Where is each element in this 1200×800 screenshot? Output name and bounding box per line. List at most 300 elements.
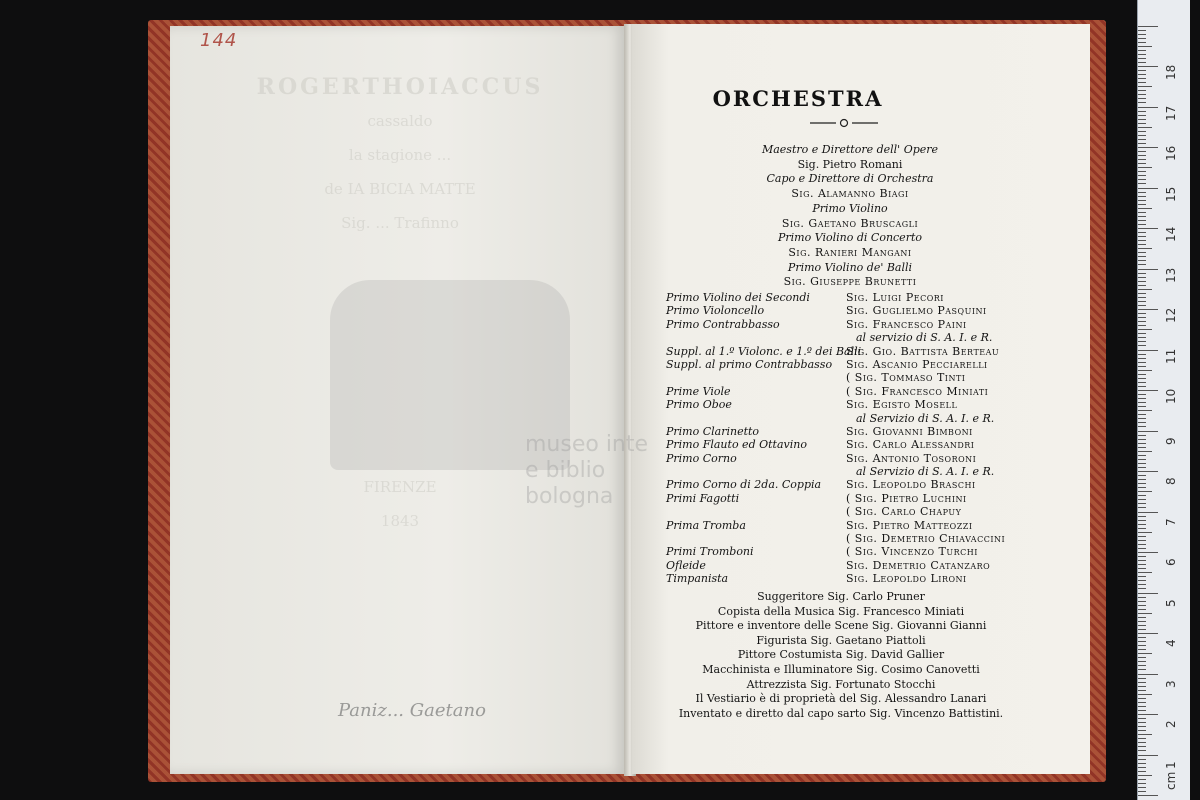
- ruler-tick: [1138, 759, 1146, 760]
- ruler-tick: [1138, 163, 1146, 164]
- roster-row: [666, 438, 1036, 451]
- ruler-tick: [1138, 394, 1146, 395]
- ruler-tick: [1138, 524, 1146, 525]
- roster-row: [666, 505, 1036, 518]
- roster-name: Sig. Guglielmo Pasquini: [846, 304, 987, 318]
- ruler-tick: [1138, 321, 1146, 322]
- ruler-tick: [1138, 350, 1158, 351]
- ruler-tick: [1138, 309, 1158, 310]
- ruler-tick: [1138, 512, 1158, 513]
- ruler-tick: [1138, 540, 1146, 541]
- roster-name: Sig. Francesco Paini: [846, 317, 967, 331]
- ruler-tick: [1138, 167, 1152, 168]
- watermark-line: e biblio: [525, 458, 606, 483]
- ruler-tick: [1138, 119, 1146, 120]
- pencil-inventory-mark: 144: [200, 30, 238, 51]
- ruler-tick: [1138, 232, 1146, 233]
- roster-role: Prima Tromba: [666, 518, 746, 532]
- ruler-tick: [1138, 665, 1146, 666]
- ruler-number: 14: [1164, 226, 1178, 242]
- ruler-tick: [1138, 42, 1146, 43]
- ghost-line: cassaldo: [367, 112, 433, 130]
- ruler-tick: [1138, 123, 1146, 124]
- roster-role: Primo Oboe: [666, 398, 732, 412]
- roster-role: Ofleide: [666, 558, 706, 572]
- title-ornament-icon: [810, 118, 878, 128]
- roster-name: Sig. Carlo Alessandri: [846, 438, 975, 452]
- ruler-tick: [1138, 572, 1152, 573]
- ruler-tick: [1138, 107, 1158, 108]
- ruler-tick: [1138, 90, 1146, 91]
- ruler-tick: [1138, 192, 1146, 193]
- ruler-tick: [1138, 459, 1146, 460]
- roster-name: Sig. Demetrio Catanzaro: [846, 558, 991, 572]
- ruler-tick: [1138, 378, 1146, 379]
- credit-line: Inventato e diretto dal capo sarto Sig. Vincenzo Battistini.: [678, 706, 1004, 720]
- ruler-tick: [1138, 260, 1146, 261]
- ruler-tick: [1138, 771, 1146, 772]
- credit-line: Attrezzista Sig. Fortunato Stocchi: [746, 677, 936, 691]
- roster-name: al Servizio di S. A. I. e R.: [856, 411, 995, 425]
- roster-name: ( Sig. Francesco Miniati: [846, 384, 989, 398]
- ruler-tick: [1138, 115, 1146, 116]
- ruler-number: 1: [1164, 760, 1178, 769]
- ruler-tick: [1138, 70, 1146, 71]
- ruler-tick: [1138, 285, 1146, 286]
- roster-name: Sig. Antonio Tosoroni: [846, 451, 977, 465]
- ruler-tick: [1138, 702, 1146, 703]
- ruler-tick: [1138, 633, 1158, 634]
- credit-line: Copista della Musica Sig. Francesco Miniati: [717, 604, 965, 618]
- ruler-tick: [1138, 435, 1146, 436]
- ruler-tick: [1138, 690, 1146, 691]
- ruler-tick: [1138, 576, 1146, 577]
- ruler-tick: [1138, 252, 1146, 253]
- ruler-unit-label: cm: [1164, 771, 1178, 790]
- ruler-tick: [1138, 528, 1146, 529]
- ruler-tick: [1138, 418, 1146, 419]
- ghost-title: ROGERTHOIACCUS: [256, 74, 544, 100]
- ruler-tick: [1138, 499, 1146, 500]
- ruler-tick: [1138, 422, 1146, 423]
- ruler-tick: [1138, 313, 1146, 314]
- ruler-tick: [1138, 694, 1152, 695]
- ghost-line: Sig. ... Trafinno: [341, 214, 459, 232]
- ruler-tick: [1138, 544, 1146, 545]
- ruler-tick: [1138, 503, 1146, 504]
- ruler-tick: [1138, 475, 1146, 476]
- ruler-tick: [1138, 410, 1152, 411]
- ruler-tick: [1138, 617, 1146, 618]
- roster-name: ( Sig. Carlo Chapuy: [846, 505, 962, 519]
- roster-name: Sig. Ascanio Pecciarelli: [846, 357, 988, 371]
- ruler-tick: [1138, 738, 1146, 739]
- ruler-tick: [1138, 467, 1146, 468]
- ruler-tick: [1138, 556, 1146, 557]
- ruler-tick: [1138, 750, 1146, 751]
- ruler-tick: [1138, 345, 1146, 346]
- ruler-tick: [1138, 370, 1152, 371]
- ruler-tick: [1138, 593, 1158, 594]
- ruler-number: 9: [1164, 436, 1178, 445]
- ruler-tick: [1138, 159, 1146, 160]
- ruler-tick: [1138, 726, 1146, 727]
- ruler-tick: [1138, 609, 1146, 610]
- roster-row: [666, 318, 1036, 331]
- performer-name: Sig. Pietro Romani: [797, 157, 903, 171]
- ruler-tick: [1138, 564, 1146, 565]
- roster-name: ( Sig. Pietro Luchini: [846, 491, 967, 505]
- ruler-number: 16: [1164, 145, 1178, 161]
- ruler-number: 17: [1164, 105, 1178, 121]
- roster-row: [666, 345, 1036, 358]
- ruler-tick: [1138, 281, 1146, 282]
- roster-row: [666, 385, 1036, 398]
- ruler-tick: [1138, 605, 1146, 606]
- ruler-tick: [1138, 98, 1146, 99]
- ruler-tick: [1138, 791, 1146, 792]
- ruler-tick: [1138, 431, 1158, 432]
- ruler-tick: [1138, 155, 1146, 156]
- ruler-tick: [1138, 649, 1146, 650]
- ruler-tick: [1138, 111, 1146, 112]
- ruler-tick: [1138, 78, 1146, 79]
- roster-row: [666, 532, 1036, 545]
- ruler-tick: [1138, 698, 1146, 699]
- ruler-tick: [1138, 734, 1152, 735]
- roster-row: [666, 478, 1036, 491]
- performer-name: Sig. Gaetano Bruscagli: [781, 216, 919, 230]
- roster-role: Primo Corno di 2da. Coppia: [666, 478, 822, 492]
- roster-name: al servizio di S. A. I. e R.: [856, 331, 993, 345]
- ruler-tick: [1138, 317, 1146, 318]
- roster-name: al Servizio di S. A. I. e R.: [856, 465, 995, 479]
- ruler-tick: [1138, 188, 1158, 189]
- ruler-tick: [1138, 398, 1146, 399]
- roster-row: [666, 371, 1036, 384]
- ruler-tick: [1138, 495, 1146, 496]
- roster-name: Sig. Leopoldo Lironi: [846, 572, 967, 586]
- ruler-tick: [1138, 240, 1146, 241]
- ruler-number: 15: [1164, 186, 1178, 202]
- performer-name: Sig. Alamanno Biagi: [791, 187, 909, 201]
- ruler-tick: [1138, 297, 1146, 298]
- ruler-tick: [1138, 30, 1146, 31]
- ruler-number: 8: [1164, 477, 1178, 485]
- ruler-tick: [1138, 374, 1146, 375]
- ruler-tick: [1138, 390, 1158, 391]
- ruler-tick: [1138, 455, 1146, 456]
- ruler-tick: [1138, 127, 1152, 128]
- orchestra-roster: [666, 291, 1036, 586]
- ruler-tick: [1138, 366, 1146, 367]
- role-heading: Capo e Direttore di Orchestra: [766, 172, 934, 186]
- ruler-tick: [1138, 386, 1146, 387]
- ruler-tick: [1138, 560, 1146, 561]
- ruler-tick: [1138, 657, 1146, 658]
- ruler-tick: [1138, 710, 1146, 711]
- ruler-tick: [1138, 536, 1146, 537]
- ruler-tick: [1138, 212, 1146, 213]
- ruler-tick: [1138, 661, 1146, 662]
- credit-line: Il Vestiario è di proprietà del Sig. Alessandro Lanari: [695, 692, 987, 706]
- roster-name: ( Sig. Tommaso Tinti: [846, 371, 966, 385]
- ruler-tick: [1138, 597, 1146, 598]
- roster-row: [666, 452, 1036, 465]
- measuring-ruler: [1137, 0, 1190, 800]
- ruler-tick: [1138, 487, 1146, 488]
- roster-role: Primi Fagotti: [666, 491, 740, 505]
- principal-roles: [700, 143, 1000, 290]
- ruler-tick: [1138, 151, 1146, 152]
- ruler-tick: [1138, 641, 1146, 642]
- credit-line: Pittore Costumista Sig. David Gallier: [737, 648, 945, 662]
- ruler-tick: [1138, 216, 1146, 217]
- ruler-tick: [1138, 516, 1146, 517]
- ruler-tick: [1138, 102, 1146, 103]
- ruler-tick: [1138, 244, 1146, 245]
- ruler-tick: [1138, 204, 1146, 205]
- roster-row: [666, 425, 1036, 438]
- ruler-number: 10: [1164, 388, 1178, 404]
- ruler-tick: [1138, 443, 1146, 444]
- ruler-tick: [1138, 139, 1146, 140]
- ruler-tick: [1138, 293, 1146, 294]
- ruler-tick: [1138, 426, 1146, 427]
- roster-role: Prime Viole: [666, 384, 731, 398]
- ruler-tick: [1138, 613, 1152, 614]
- ruler-tick: [1138, 277, 1146, 278]
- ruler-tick: [1138, 763, 1146, 764]
- ruler-tick: [1138, 135, 1146, 136]
- role-heading: Primo Violino: [812, 201, 888, 215]
- ruler-tick: [1138, 54, 1146, 55]
- ruler-number: 11: [1164, 348, 1178, 364]
- roster-role: Suppl. al primo Contrabbasso: [666, 357, 833, 371]
- production-credits: [660, 590, 1022, 721]
- ruler-number: 6: [1164, 558, 1178, 566]
- ruler-tick: [1138, 220, 1146, 221]
- ruler-tick: [1138, 74, 1146, 75]
- ruler-tick: [1138, 58, 1146, 59]
- ruler-tick: [1138, 678, 1146, 679]
- role-heading: Primo Violino de' Balli: [787, 260, 913, 274]
- ruler-tick: [1138, 143, 1146, 144]
- ruler-tick: [1138, 179, 1146, 180]
- ruler-tick: [1138, 248, 1152, 249]
- ruler-tick: [1138, 208, 1152, 209]
- ruler-tick: [1138, 333, 1146, 334]
- ruler-tick: [1138, 532, 1152, 533]
- ruler-tick: [1138, 402, 1146, 403]
- roster-row: [666, 358, 1036, 371]
- ruler-tick: [1138, 779, 1146, 780]
- ruler-tick: [1138, 479, 1146, 480]
- roster-row: [666, 519, 1036, 532]
- ruler-tick: [1138, 568, 1146, 569]
- ruler-tick: [1138, 62, 1146, 63]
- ruler-tick: [1138, 196, 1146, 197]
- ruler-tick: [1138, 682, 1146, 683]
- ruler-tick: [1138, 483, 1146, 484]
- ruler-tick: [1138, 580, 1146, 581]
- ruler-tick: [1138, 341, 1146, 342]
- roster-row: [666, 304, 1036, 317]
- roster-row: [666, 331, 1036, 344]
- ruler-tick: [1138, 305, 1146, 306]
- ruler-tick: [1138, 706, 1146, 707]
- ruler-tick: [1138, 256, 1146, 257]
- ruler-tick: [1138, 50, 1146, 51]
- ghost-line: de IA BICIA MATTE: [324, 180, 476, 198]
- ruler-tick: [1138, 147, 1158, 148]
- ruler-tick: [1138, 447, 1146, 448]
- roster-role: Primi Tromboni: [666, 545, 754, 559]
- roster-row: [666, 398, 1036, 411]
- ruler-number: 4: [1164, 639, 1178, 647]
- ruler-tick: [1138, 269, 1158, 270]
- roster-role: Primo Violino dei Secondi: [666, 291, 810, 304]
- ruler-tick: [1138, 548, 1146, 549]
- roster-role: Primo Flauto ed Ottavino: [666, 438, 807, 452]
- performer-name: Sig. Giuseppe Brunetti: [783, 275, 917, 289]
- roster-name: ( Sig. Vincenzo Turchi: [846, 545, 978, 559]
- ruler-tick: [1138, 358, 1146, 359]
- ruler-tick: [1138, 686, 1146, 687]
- roster-role: Primo Corno: [666, 451, 737, 465]
- ruler-tick: [1138, 653, 1152, 654]
- ruler-tick: [1138, 714, 1158, 715]
- ruler-tick: [1138, 588, 1146, 589]
- ruler-tick: [1138, 406, 1146, 407]
- ruler-number: 7: [1164, 517, 1178, 526]
- ruler-tick: [1138, 742, 1146, 743]
- ruler-number: 13: [1164, 267, 1178, 283]
- ruler-tick: [1138, 669, 1146, 670]
- ruler-tick: [1138, 131, 1146, 132]
- ruler-tick: [1138, 795, 1158, 796]
- ruler-tick: [1138, 584, 1146, 585]
- ruler-tick: [1138, 674, 1158, 675]
- ghost-bottom: FIRENZE: [363, 478, 437, 496]
- role-heading: Maestro e Direttore dell' Opere: [761, 143, 939, 156]
- credit-line: Suggeritore Sig. Carlo Pruner: [757, 590, 925, 603]
- roster-role: Timpanista: [666, 572, 729, 586]
- ruler-tick: [1138, 783, 1146, 784]
- roster-name: Sig. Luigi Pecori: [846, 291, 944, 304]
- ruler-tick: [1138, 414, 1146, 415]
- ruler-tick: [1138, 520, 1146, 521]
- credit-line: Macchinista e Illuminatore Sig. Cosimo Canovetti: [702, 662, 980, 676]
- role-heading: Primo Violino di Concerto: [777, 231, 922, 245]
- ruler-tick: [1138, 621, 1146, 622]
- ruler-tick: [1138, 34, 1146, 35]
- ruler-tick: [1138, 337, 1146, 338]
- watermark-line: bologna: [525, 484, 614, 509]
- ruler-tick: [1138, 787, 1146, 788]
- ruler-tick: [1138, 722, 1146, 723]
- roster-row: [666, 545, 1036, 558]
- ruler-tick: [1138, 325, 1146, 326]
- roster-name: Sig. Giovanni Bimboni: [846, 424, 973, 438]
- ruler-number: 12: [1164, 307, 1178, 323]
- ruler-number: 5: [1164, 598, 1178, 607]
- ruler-tick: [1138, 273, 1146, 274]
- ruler-tick: [1138, 755, 1158, 756]
- ruler-tick: [1138, 171, 1146, 172]
- ghost-bottom: 1843: [380, 512, 420, 530]
- ruler-tick: [1138, 463, 1146, 464]
- roster-role: Suppl. al 1.º Violonc. e 1.º dei Balli: [666, 344, 862, 358]
- roster-row: [666, 465, 1036, 478]
- roster-role: Primo Clarinetto: [666, 424, 760, 438]
- ruler-tick: [1138, 264, 1146, 265]
- handwritten-signature: Paniz... Gaetano: [338, 700, 486, 721]
- roster-name: Sig. Pietro Matteozzi: [846, 518, 973, 532]
- ruler-tick: [1138, 625, 1146, 626]
- ruler-tick: [1138, 552, 1158, 553]
- ruler-tick: [1138, 775, 1152, 776]
- ruler-tick: [1138, 362, 1146, 363]
- ruler-tick: [1138, 38, 1146, 39]
- roster-role: Primo Contrabbasso: [666, 317, 780, 331]
- ruler-tick: [1138, 289, 1152, 290]
- watermark-line: museo inte: [525, 432, 649, 457]
- ruler-tick: [1138, 82, 1146, 83]
- ruler-tick: [1138, 224, 1146, 225]
- page-title: ORCHESTRA: [712, 86, 884, 111]
- ghost-line: la stagione ...: [348, 146, 452, 164]
- ruler-tick: [1138, 26, 1158, 27]
- ruler-tick: [1138, 329, 1152, 330]
- roster-row: [666, 291, 1036, 304]
- ruler-tick: [1138, 439, 1146, 440]
- roster-name: ( Sig. Demetrio Chiavaccini: [846, 532, 1006, 546]
- ruler-tick: [1138, 645, 1146, 646]
- credit-line: Figurista Sig. Gaetano Piattoli: [756, 633, 926, 647]
- ruler-tick: [1138, 730, 1146, 731]
- ruler-number: 3: [1164, 679, 1178, 688]
- ruler-tick: [1138, 507, 1146, 508]
- roster-row: [666, 492, 1036, 505]
- ruler-tick: [1138, 471, 1158, 472]
- roster-row: [666, 412, 1036, 425]
- ruler-tick: [1138, 175, 1146, 176]
- ruler-tick: [1138, 451, 1152, 452]
- ruler-tick: [1138, 637, 1146, 638]
- ruler-tick: [1138, 354, 1146, 355]
- roster-role: Primo Violoncello: [666, 304, 765, 318]
- ruler-tick: [1138, 66, 1158, 67]
- ruler-tick: [1138, 382, 1146, 383]
- ruler-tick: [1138, 629, 1146, 630]
- roster-name: Sig. Leopoldo Braschi: [846, 478, 976, 492]
- credit-line: Pittore e inventore delle Scene Sig. Giovanni Gianni: [695, 619, 987, 633]
- ruler-tick: [1138, 86, 1152, 87]
- ruler-tick: [1138, 94, 1146, 95]
- performer-name: Sig. Ranieri Mangani: [788, 245, 912, 259]
- roster-row: [666, 572, 1036, 585]
- ruler-tick: [1138, 183, 1146, 184]
- ruler-tick: [1138, 767, 1146, 768]
- ruler-tick: [1138, 301, 1146, 302]
- ruler-number: 18: [1164, 64, 1178, 80]
- ruler-tick: [1138, 228, 1158, 229]
- roster-name: Sig. Gio. Battista Berteau: [846, 344, 1000, 358]
- ruler-tick: [1138, 491, 1152, 492]
- ruler-tick: [1138, 601, 1146, 602]
- ruler-number: 2: [1164, 720, 1178, 728]
